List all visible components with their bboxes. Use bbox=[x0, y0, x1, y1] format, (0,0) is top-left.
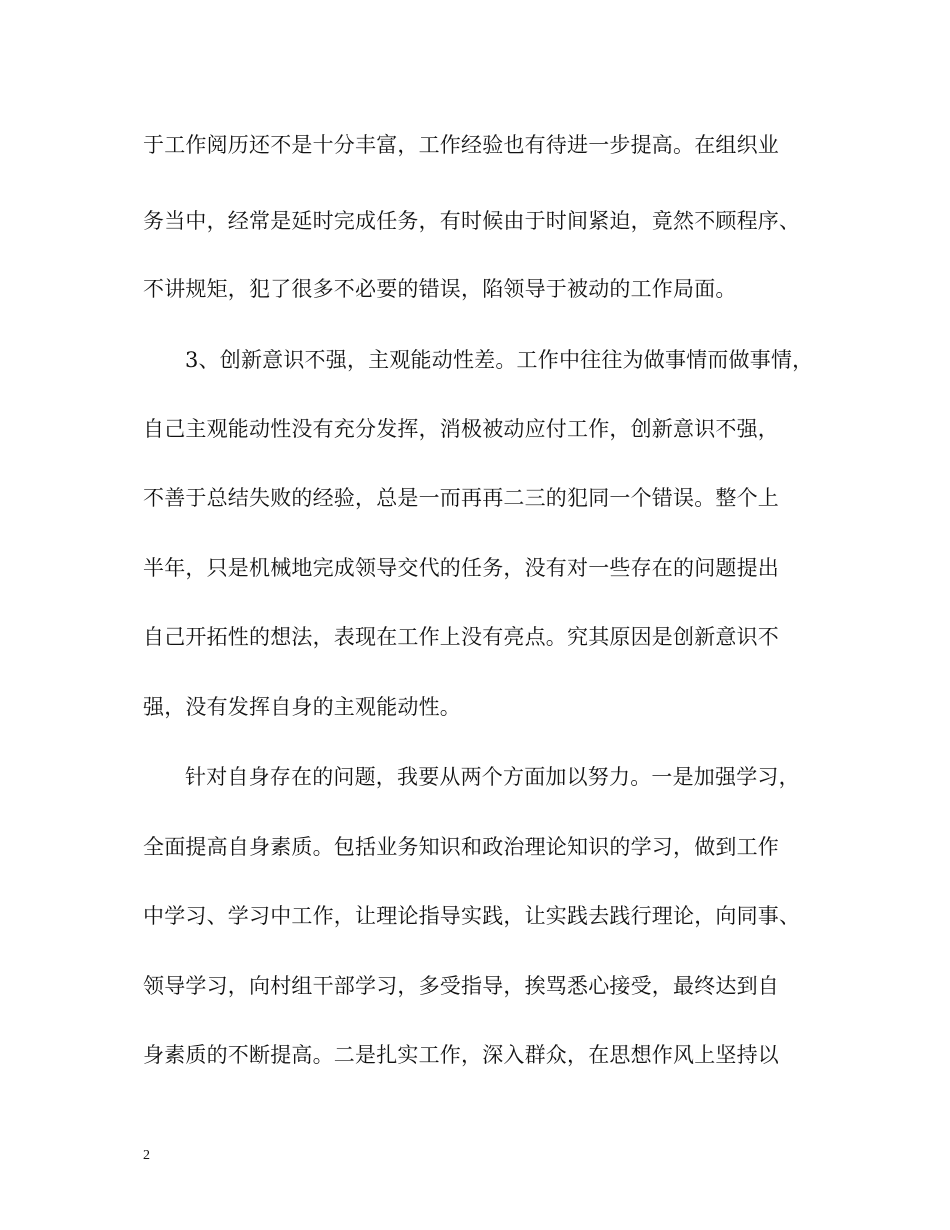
text-line-1: 于工作阅历还不是十分丰富，工作经验也有待进一步提高。在组织业 bbox=[143, 133, 779, 157]
text-line-5: 自己主观能动性没有充分发挥，消极被动应付工作，创新意识不强， bbox=[143, 417, 779, 441]
text-line-2: 务当中，经常是延时完成任务，有时候由于时间紧迫，竟然不顾程序、 bbox=[143, 209, 801, 233]
text-line-10: 针对自身存在的问题，我要从两个方面加以努力。一是加强学习， bbox=[185, 765, 800, 789]
text-line-8: 自己开拓性的想法，表现在工作上没有亮点。究其原因是创新意识不 bbox=[143, 625, 779, 649]
page-number: 2 bbox=[143, 1148, 150, 1163]
text-line-3: 不讲规矩，犯了很多不必要的错误，陷领导于被动的工作局面。 bbox=[143, 277, 737, 301]
text-line-4: 3、创新意识不强，主观能动性差。工作中往往为做事情而做事情， bbox=[185, 348, 814, 372]
text-line-9: 强，没有发挥自身的主观能动性。 bbox=[143, 695, 461, 719]
text-line-14: 身素质的不断提高。二是扎实工作，深入群众，在思想作风上坚持以 bbox=[143, 1043, 779, 1067]
text-line-12: 中学习、学习中工作，让理论指导实践，让实践去践行理论，向同事、 bbox=[143, 904, 801, 928]
text-line-13: 领导学习，向村组干部学习，多受指导，挨骂悉心接受，最终达到自 bbox=[143, 974, 779, 998]
text-line-11: 全面提高自身素质。包括业务知识和政治理论知识的学习，做到工作 bbox=[143, 835, 779, 859]
text-line-6: 不善于总结失败的经验，总是一而再再二三的犯同一个错误。整个上 bbox=[143, 486, 779, 510]
text-line-7: 半年，只是机械地完成领导交代的任务，没有对一些存在的问题提出 bbox=[143, 556, 779, 580]
